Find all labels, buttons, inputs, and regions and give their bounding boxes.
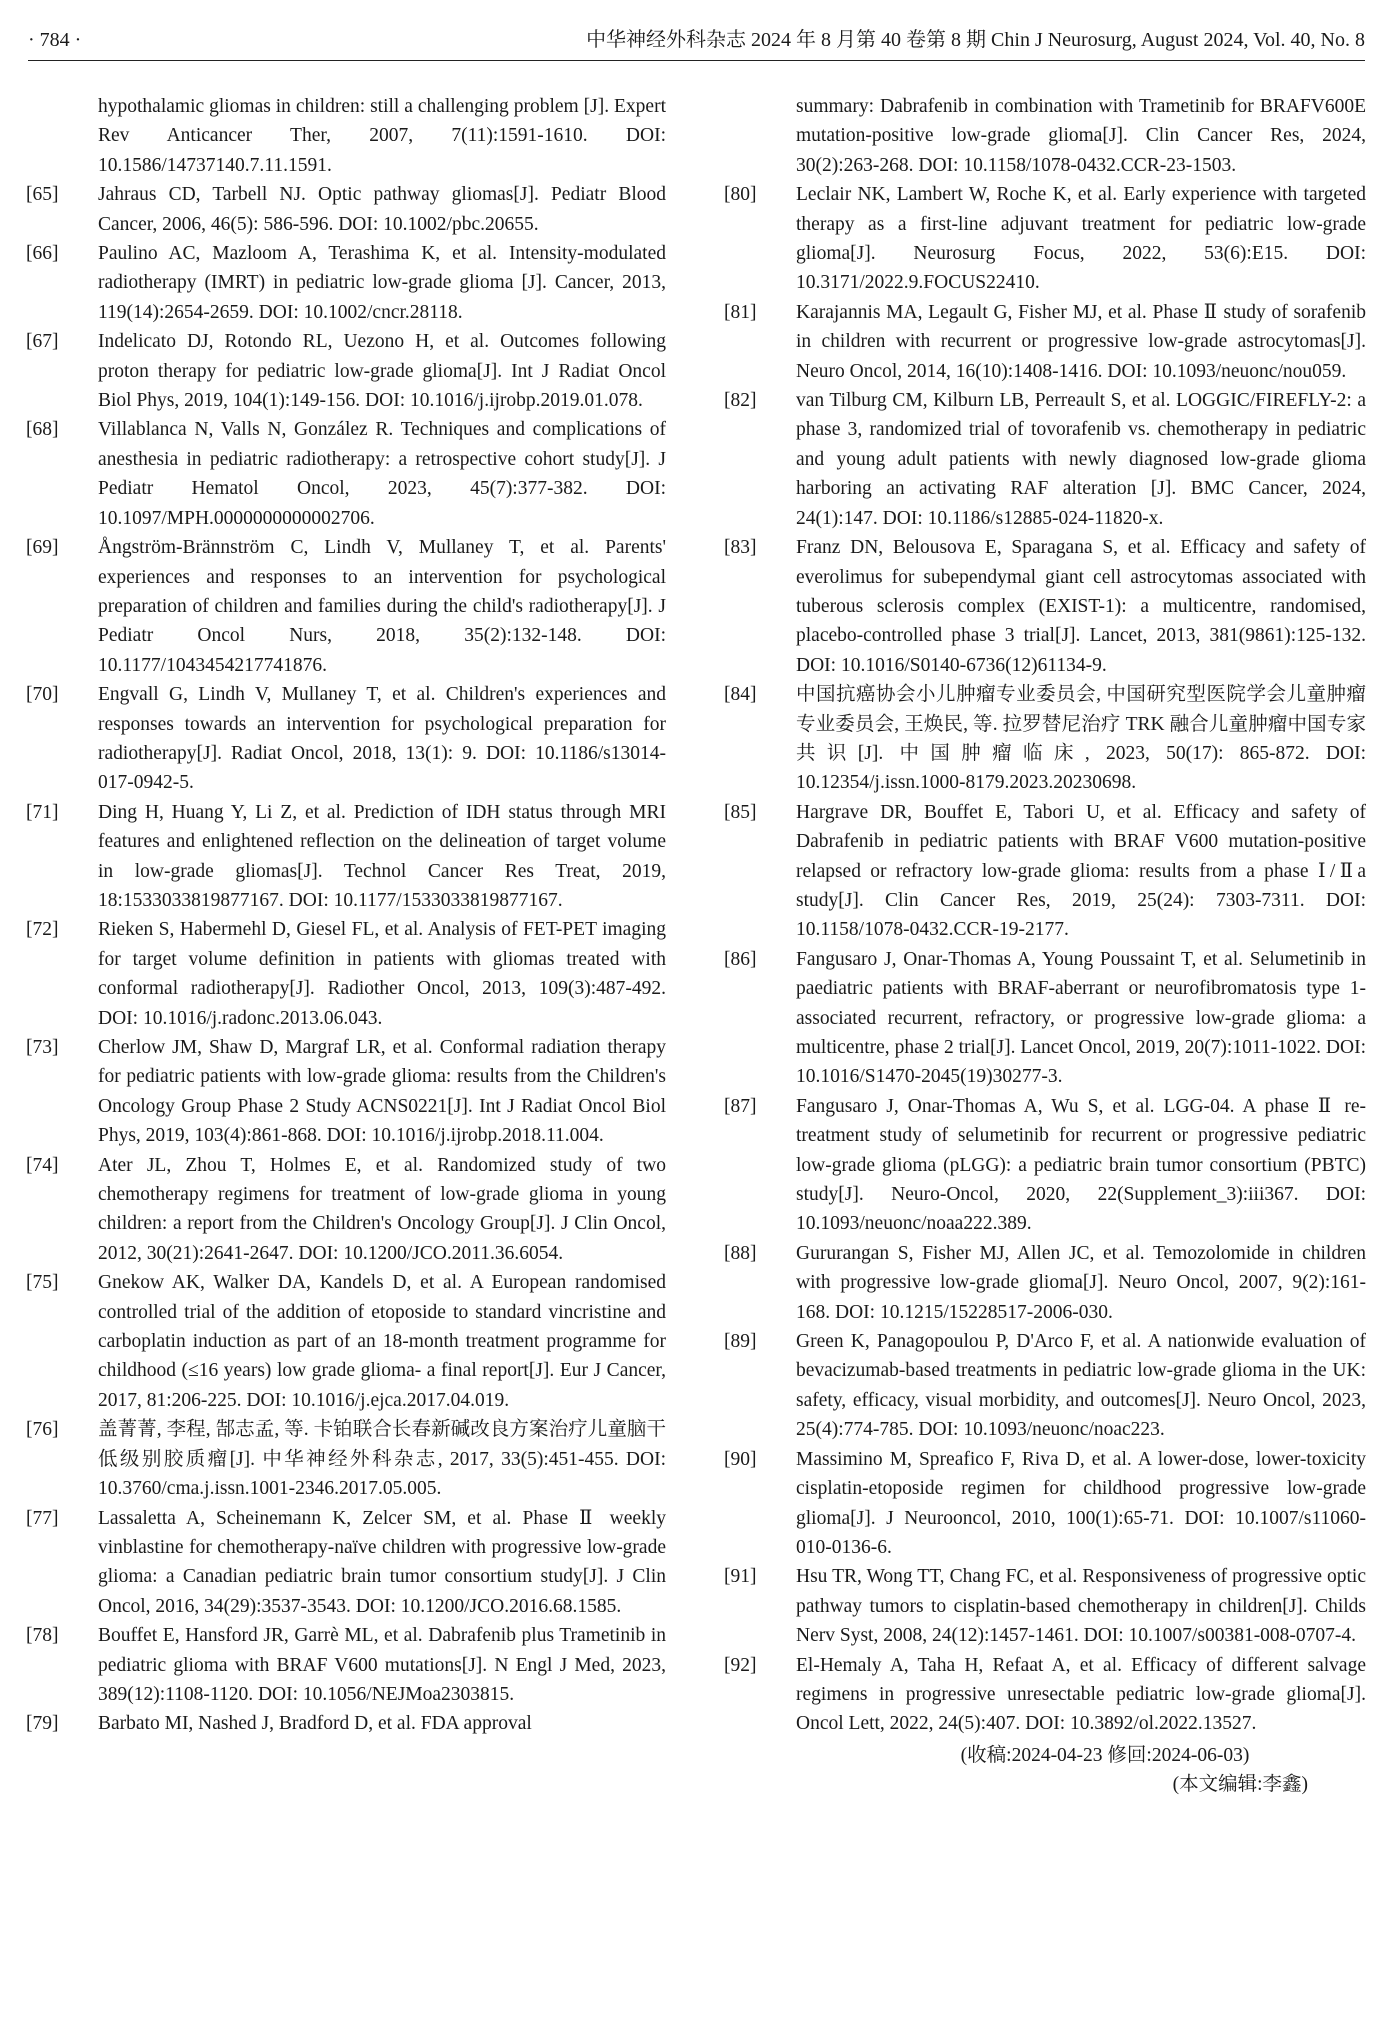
reference-number: [87] — [724, 1095, 757, 1117]
reference-entry — [724, 1651, 1366, 1739]
reference-number: [65] — [26, 184, 59, 206]
reference-number: [73] — [26, 1037, 59, 1058]
reference-number: [83] — [724, 537, 757, 559]
reference-entry — [26, 1151, 666, 1269]
reference-entry — [26, 680, 666, 798]
reference-list-left — [26, 180, 666, 1739]
reference-number: [79] — [26, 1713, 59, 1735]
reference-text: Villablanca N, Valls N, González R. Techniques and complications of anesthesia in pediatric radiotherapy: a retrospective cohort study[J]. J Pediatr Hematol Oncol, 2023, 45(7):377-382. DOI: 10.1097/MPH.0000000000002706. — [98, 419, 666, 529]
reference-number: [92] — [724, 1654, 757, 1676]
reference-entry — [724, 180, 1366, 298]
reference-text: Bouffet E, Hansford JR, Garrè ML, et al. Dabrafenib plus Trametinib in pediatric glioma with BRAF V600 mutations[J]. N Engl J Med, 2023, 389(12):1108-1120. DOI: 10.1056/NEJMoa2303815. — [98, 1625, 666, 1705]
reference-text: El-Hemaly A, Taha H, Refaat A, et al. Efficacy of different salvage regimens in progressive unresectable pediatric low-grade glioma[J]. Oncol Lett, 2022, 24(5):407. DOI: 10.3892/ol.2022.13527. — [796, 1654, 1366, 1735]
reference-entry — [26, 1621, 666, 1709]
page-number: · 784 · — [28, 29, 82, 51]
reference-entry — [724, 1092, 1366, 1239]
reference-number: [66] — [26, 243, 59, 265]
reference-number: [85] — [724, 801, 757, 823]
reference-number: [74] — [26, 1154, 59, 1176]
reference-number: [82] — [724, 390, 757, 412]
editor-note: (本文编辑:李鑫) — [1172, 1774, 1308, 1796]
reference-entry — [26, 798, 666, 916]
reference-text: Ångström-Brännström C, Lindh V, Mullaney T, et al. Parents' experiences and responses to an intervention for psychological preparation of children and families during the child's radiotherapy[J]. J Pediatr Oncol Nurs, 2018, 35(2):132-148. DOI: 10.1177/1043454217741876. — [98, 537, 666, 676]
reference-number: [89] — [724, 1331, 757, 1353]
reference-text: 盖菁菁, 李程, 郜志孟, 等. 卡铂联合长春新碱改良方案治疗儿童脑干低级别胶质瘤[J]. 中华神经外科杂志, 2017, 33(5):451-455. DOI: 10.3760/cma.j.issn.1001-2346.2017.05.005. — [98, 1419, 666, 1500]
journal-citation-line: 中华神经外科杂志 2024 年 8 月第 40 卷第 8 期 Chin J Neurosurg, August 2024, Vol. 40, No. 8 — [586, 29, 1365, 51]
reference-text: Hsu TR, Wong TT, Chang FC, et al. Responsiveness of progressive optic pathway tumors to cisplatin-based chemotherapy in children[J]. Childs Nerv Syst, 2008, 24(12):1457-1461. DOI: 10.1007/s00381-008-0707-4. — [796, 1566, 1366, 1647]
reference-number: [69] — [26, 537, 59, 559]
reference-text: Ding H, Huang Y, Li Z, et al. Prediction of IDH status through MRI features and enlightened reflection on the delineation of target volume in low-grade gliomas[J]. Technol Cancer Res Treat, 2019, 18:1533033819877167. DOI: 10.1177/1533033819877167. — [98, 801, 666, 911]
reference-text: 中国抗癌协会小儿肿瘤专业委员会, 中国研究型医院学会儿童肿瘤专业委员会, 王焕民, 等. 拉罗替尼治疗 TRK 融合儿童肿瘤中国专家共识[J]. 中国肿瘤临床, 2023, 50(17): 865-872. DOI: 10.12354/j.issn.1000-8179.2023.20230698. — [796, 684, 1366, 794]
reference-list-right — [724, 180, 1366, 1739]
reference-entry — [26, 1033, 666, 1151]
reference-text: van Tilburg CM, Kilburn LB, Perreault S, et al. LOGGIC/FIREFLY-2: a phase 3, randomized trial of tovorafenib vs. chemotherapy in pediatric and young adult patients with newly diagnosed low-grade glioma harboring an activating RAF alteration [J]. BMC Cancer, 2024, 24(1):147. DOI: 10.1186/s12885-024-11820-x. — [796, 390, 1366, 529]
reference-number: [78] — [26, 1625, 59, 1647]
reference-number: [80] — [724, 184, 757, 206]
reference-entry — [724, 1562, 1366, 1650]
reference-number: [76] — [26, 1419, 59, 1441]
reference-number: [90] — [724, 1448, 757, 1470]
reference-entry — [26, 1415, 666, 1503]
reference-text: Gururangan S, Fisher MJ, Allen JC, et al. Temozolomide in children with progressive low-grade glioma[J]. Neuro Oncol, 2007, 9(2):161-168. DOI: 10.1215/15228517-2006-030. — [796, 1242, 1366, 1323]
reference-entry — [724, 386, 1366, 533]
reference-text: Barbato MI, Nashed J, Bradford D, et al. FDA approval — [98, 1713, 532, 1735]
right-column — [724, 92, 1366, 1800]
reference-text: Fangusaro J, Onar-Thomas A, Wu S, et al. LGG-04. A phase Ⅱ re-treatment study of selumetinib for recurrent or progressive pediatric low-grade glioma (pLGG): a pediatric brain tumor consortium (PBTC) study[J]. Neuro-Oncol, 2020, 22(Supplement_3):iii367. DOI: 10.1093/neuonc/noaa222.389. — [796, 1095, 1366, 1235]
reference-entry — [26, 915, 666, 1033]
reference-number: [72] — [26, 919, 59, 941]
reference-entry — [724, 298, 1366, 386]
reference-text: Engvall G, Lindh V, Mullaney T, et al. Children's experiences and responses towards an intervention for psychological preparation for radiotherapy[J]. Radiat Oncol, 2018, 13(1): 9. DOI: 10.1186/s13014-017-0942-5. — [98, 684, 666, 794]
reference-text: Green K, Panagopoulou P, D'Arco F, et al. A nationwide evaluation of bevacizumab-based treatments in pediatric low-grade glioma in the UK: safety, efficacy, visual morbidity, and outcomes[J]. Neuro Oncol, 2023, 25(4):774-785. DOI: 10.1093/neuonc/noac223. — [796, 1331, 1366, 1441]
reference-text: Indelicato DJ, Rotondo RL, Uezono H, et al. Outcomes following proton therapy for pediatric low-grade glioma[J]. Int J Radiat Oncol Biol Phys, 2019, 104(1):149-156. DOI: 10.1016/j.ijrobp.2019.01.078. — [98, 331, 666, 412]
reference-number: [91] — [724, 1566, 757, 1588]
reference-entry — [724, 1445, 1366, 1563]
reference-number: [68] — [26, 419, 59, 441]
reference-text: Hargrave DR, Bouffet E, Tabori U, et al. Efficacy and safety of Dabrafenib in pediatric patients with BRAF V600 mutation-positive relapsed or refractory low-grade glioma: results from a phase Ⅰ/Ⅱa study[J]. Clin Cancer Res, 2019, 25(24): 7303-7311. DOI: 10.1158/1078-0432.CCR-19-2177. — [796, 801, 1366, 941]
reference-entry — [724, 1239, 1366, 1327]
reference-entry — [724, 1327, 1366, 1445]
left-column — [26, 92, 666, 1739]
reference-text: Leclair NK, Lambert W, Roche K, et al. Early experience with targeted therapy as a first-line adjuvant treatment for pediatric low-grade glioma[J]. Neurosurg Focus, 2022, 53(6):E15. DOI: 10.3171/2022.9.FOCUS22410. — [796, 184, 1366, 294]
reference-number: [70] — [26, 684, 59, 706]
reference-text: Jahraus CD, Tarbell NJ. Optic pathway gliomas[J]. Pediatr Blood Cancer, 2006, 46(5): 586-596. DOI: 10.1002/pbc.20655. — [98, 184, 666, 235]
reference-entry — [26, 1504, 666, 1622]
reference-text: Cherlow JM, Shaw D, Margraf LR, et al. Conformal radiation therapy for pediatric patients with low-grade glioma: results from the Children's Oncology Group Phase 2 Study ACNS0221[J]. Int J Radiat Oncol Biol Phys, 2019, 103(4):861-868. DOI: 10.1016/j.ijrobp.2018.11.004. — [98, 1037, 666, 1147]
reference-number: [67] — [26, 331, 59, 353]
reference-entry — [724, 945, 1366, 1092]
reference-number: [88] — [724, 1242, 757, 1264]
reference-entry — [26, 1709, 666, 1738]
reference-text: Karajannis MA, Legault G, Fisher MJ, et al. Phase Ⅱ study of sorafenib in children with recurrent or progressive low-grade astrocytomas[J]. Neuro Oncol, 2014, 16(10):1408-1416. DOI: 10.1093/neuonc/nou059. — [796, 301, 1366, 382]
reference-number: [77] — [26, 1507, 59, 1529]
reference-entry — [26, 239, 666, 327]
reference-number: [75] — [26, 1272, 59, 1294]
reference-entry — [724, 798, 1366, 945]
running-header — [28, 20, 1365, 61]
reference-text: Massimino M, Spreafico F, Riva D, et al. A lower-dose, lower-toxicity cisplatin-etoposide regimen for childhood progressive low-grade glioma[J]. J Neurooncol, 2010, 100(1):65-71. DOI: 10.1007/s11060-010-0136-6. — [796, 1448, 1366, 1558]
reference-text: Paulino AC, Mazloom A, Terashima K, et al. Intensity-modulated radiotherapy (IMRT) in pediatric low-grade glioma [J]. Cancer, 2013, 119(14):2654-2659. DOI: 10.1002/cncr.28118. — [98, 243, 666, 323]
reference-continuation: summary: Dabrafenib in combination with Trametinib for BRAFV600E mutation-positive low-grade glioma[J]. Clin Cancer Res, 2024, 30(2):263-268. DOI: 10.1158/1078-0432.CCR-23-1503. — [796, 96, 1366, 176]
reference-number: [84] — [724, 684, 757, 706]
reference-entry — [26, 327, 666, 415]
reference-continuation: hypothalamic gliomas in children: still a challenging problem [J]. Expert Rev Anticancer Ther, 2007, 7(11):1591-1610. DOI: 10.1586/14737140.7.11.1591. — [98, 96, 666, 176]
reference-number: [86] — [724, 948, 757, 970]
received-revised-dates: (收稿:2024-04-23 修回:2024-06-03) — [960, 1744, 1250, 1766]
reference-entry — [26, 1268, 666, 1415]
reference-text: Ater JL, Zhou T, Holmes E, et al. Randomized study of two chemotherapy regimens for treatment of low-grade glioma in young children: a report from the Children's Oncology Group[J]. J Clin Oncol, 2012, 30(21):2641-2647. DOI: 10.1200/JCO.2011.36.6054. — [98, 1154, 666, 1264]
reference-entry — [724, 680, 1366, 798]
reference-number: [81] — [724, 301, 757, 323]
reference-entry — [26, 533, 666, 680]
reference-text: Lassaletta A, Scheinemann K, Zelcer SM, et al. Phase Ⅱ weekly vinblastine for chemotherapy-naïve children with progressive low-grade glioma: a Canadian pediatric brain tumor consortium study[J]. J Clin Oncol, 2016, 34(29):3537-3543. DOI: 10.1200/JCO.2016.68.1585. — [98, 1507, 666, 1617]
reference-text: Rieken S, Habermehl D, Giesel FL, et al. Analysis of FET-PET imaging for target volume definition in patients with gliomas treated with conformal radiotherapy[J]. Radiother Oncol, 2013, 109(3):487-492. DOI: 10.1016/j.radonc.2013.06.043. — [98, 919, 666, 1029]
reference-entry — [724, 533, 1366, 680]
reference-text: Gnekow AK, Walker DA, Kandels D, et al. A European randomised controlled trial of the addition of etoposide to standard vincristine and carboplatin induction as part of an 18-month treatment programme for childhood (≤16 years) low grade glioma- a final report[J]. Eur J Cancer, 2017, 81:206-225. DOI: 10.1016/j.ejca.2017.04.019. — [98, 1272, 666, 1411]
reference-entry — [26, 415, 666, 533]
reference-text: Franz DN, Belousova E, Sparagana S, et al. Efficacy and safety of everolimus for subependymal giant cell astrocytomas associated with tuberous sclerosis complex (EXIST-1): a multicentre, randomised, placebo-controlled phase 3 trial[J]. Lancet, 2013, 381(9861):125-132. DOI: 10.1016/S0140-6736(12)61134-9. — [796, 537, 1366, 676]
reference-text: Fangusaro J, Onar-Thomas A, Young Poussaint T, et al. Selumetinib in paediatric patients with BRAF-aberrant or neurofibromatosis type 1-associated recurrent, refractory, or progressive low-grade glioma: a multicentre, phase 2 trial[J]. Lancet Oncol, 2019, 20(7):1011-1022. DOI: 10.1016/S1470-2045(19)30277-3. — [796, 948, 1366, 1088]
reference-entry — [26, 180, 666, 239]
reference-number: [71] — [26, 801, 59, 823]
